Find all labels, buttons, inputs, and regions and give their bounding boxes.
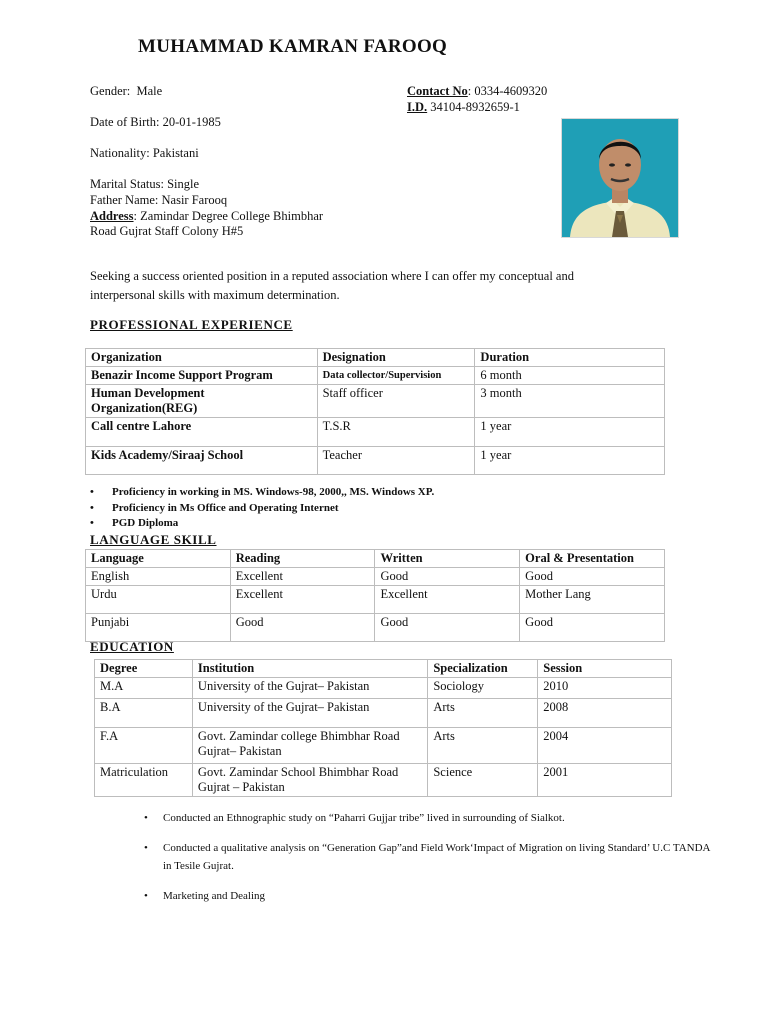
address-value-1: : Zamindar Degree College Bhimbhar	[133, 209, 324, 223]
marital-line	[90, 176, 199, 192]
address-label: Address	[90, 209, 134, 223]
father-label: Father Name:	[90, 193, 159, 207]
education-degree: M.A	[95, 678, 193, 699]
gender-label: Gender:	[90, 84, 131, 98]
table-row	[86, 447, 665, 475]
contact-line	[407, 83, 547, 99]
education-degree: F.A	[95, 728, 193, 764]
header-reading: Reading	[230, 550, 375, 568]
experience-organization: Benazir Income Support Program	[86, 367, 318, 385]
language-written: Good	[375, 568, 520, 586]
table-row	[86, 385, 665, 418]
father-line	[90, 192, 227, 208]
experience-designation: Data collector/Supervision	[317, 367, 475, 385]
education-session: 2010	[538, 678, 672, 699]
language-name: Urdu	[86, 586, 231, 614]
experience-designation: T.S.R	[317, 418, 475, 447]
language-reading: Good	[230, 614, 375, 642]
experience-designation: Staff officer	[317, 385, 475, 418]
education-degree: B.A	[95, 699, 193, 728]
education-specialization: Arts	[428, 728, 538, 764]
language-oral: Mother Lang	[520, 586, 665, 614]
education-specialization: Science	[428, 764, 538, 797]
education-session: 2004	[538, 728, 672, 764]
dob-label: Date of Birth:	[90, 115, 160, 129]
profile-photo	[561, 118, 679, 238]
experience-designation: Teacher	[317, 447, 475, 475]
language-reading: Excellent	[230, 586, 375, 614]
id-value: 34104-8932659-1	[427, 100, 520, 114]
address-line-2: Road Gujrat Staff Colony H#5	[90, 224, 244, 238]
header-oral: Oral & Presentation	[520, 550, 665, 568]
activity-item: • Conducted a qualitative analysis on “Generation Gap”and Field Work‘Impact of Migration on living Standard’ U.C TANDA in Tesile Gujrat.	[144, 839, 714, 875]
nationality-value: Pakistani	[152, 146, 199, 160]
experience-duration: 6 month	[475, 367, 665, 385]
header-organization: Organization	[86, 349, 318, 367]
id-label: I.D.	[407, 100, 428, 114]
education-institution: Govt. Zamindar college Bhimbhar Road Gujrat– Pakistan	[192, 728, 427, 764]
experience-organization: Kids Academy/Siraaj School	[86, 447, 318, 475]
table-row	[95, 678, 672, 699]
contact-label: Contact No	[407, 84, 468, 98]
table-row	[86, 367, 665, 385]
dob-line	[90, 114, 221, 130]
language-name: Punjabi	[86, 614, 231, 642]
bullet-icon: •	[144, 812, 148, 824]
marital-value: Single	[167, 177, 200, 191]
header-session: Session	[538, 660, 672, 678]
activity-item: • Marketing and Dealing	[144, 887, 714, 905]
resume-name: MUHAMMAD KAMRAN FAROOQ	[138, 36, 448, 57]
nationality-line	[90, 145, 199, 161]
objective	[90, 267, 574, 305]
experience-organization: Call centre Lahore	[86, 418, 318, 447]
table-row	[86, 614, 665, 642]
header-designation: Designation	[317, 349, 475, 367]
person-icon	[562, 119, 678, 237]
bullet-icon: •	[144, 890, 148, 902]
language-written: Excellent	[375, 586, 520, 614]
education-institution: Govt. Zamindar School Bhimbhar Road Gujrat – Pakistan	[192, 764, 427, 797]
id-line	[407, 99, 520, 115]
table-row	[95, 699, 672, 728]
language-written: Good	[375, 614, 520, 642]
education-specialization: Sociology	[428, 678, 538, 699]
language-oral: Good	[520, 568, 665, 586]
bullet-icon: •	[144, 842, 148, 854]
nationality-label: Nationality:	[90, 146, 150, 160]
experience-duration: 3 month	[475, 385, 665, 418]
education-title: EDUCATION	[90, 639, 174, 654]
dob-value: 20-01-1985	[162, 115, 221, 129]
header-language: Language	[86, 550, 231, 568]
objective-line-1: Seeking a success oriented position in a reputed association where I can offer my conceptual and	[90, 269, 574, 283]
objective-line-2: interpersonal skills with maximum determination.	[90, 288, 340, 302]
education-institution: University of the Gujrat– Pakistan	[192, 678, 427, 699]
table-row	[86, 568, 665, 586]
language-table	[85, 549, 665, 642]
skill-item: • Proficiency in Ms Office and Operating Internet	[90, 502, 338, 514]
address-line	[90, 208, 323, 224]
experience-duration: 1 year	[475, 418, 665, 447]
experience-table	[85, 348, 665, 475]
education-session: 2008	[538, 699, 672, 728]
header-degree: Degree	[95, 660, 193, 678]
experience-organization: Human Development Organization(REG)	[86, 385, 318, 418]
header-written: Written	[375, 550, 520, 568]
table-row	[86, 586, 665, 614]
table-row	[95, 764, 672, 797]
table-header-row	[86, 550, 665, 568]
table-header-row	[95, 660, 672, 678]
header-duration: Duration	[475, 349, 665, 367]
language-name: English	[86, 568, 231, 586]
father-value: Nasir Farooq	[161, 193, 228, 207]
experience-title: PROFESSIONAL EXPERIENCE	[90, 317, 293, 332]
education-table	[94, 659, 672, 797]
language-reading: Excellent	[230, 568, 375, 586]
contact-value: : 0334-4609320	[467, 84, 548, 98]
table-row	[86, 418, 665, 447]
activity-item: • Conducted an Ethnographic study on “Paharri Gujjar tribe” lived in surrounding of Sialkot.	[144, 809, 714, 827]
marital-label: Marital Status:	[90, 177, 164, 191]
education-specialization: Arts	[428, 699, 538, 728]
gender-line	[90, 83, 162, 99]
table-row	[95, 728, 672, 764]
education-institution: University of the Gujrat– Pakistan	[192, 699, 427, 728]
skill-item: • PGD Diploma	[90, 517, 178, 529]
language-oral: Good	[520, 614, 665, 642]
education-session: 2001	[538, 764, 672, 797]
skill-item: • Proficiency in working in MS. Windows-98, 2000,, MS. Windows XP.	[90, 486, 434, 498]
language-title: LANGUAGE SKILL	[90, 532, 217, 547]
gender-value: Male	[136, 84, 163, 98]
header-specialization: Specialization	[428, 660, 538, 678]
header-institution: Institution	[192, 660, 427, 678]
experience-duration: 1 year	[475, 447, 665, 475]
education-degree: Matriculation	[95, 764, 193, 797]
table-header-row	[86, 349, 665, 367]
